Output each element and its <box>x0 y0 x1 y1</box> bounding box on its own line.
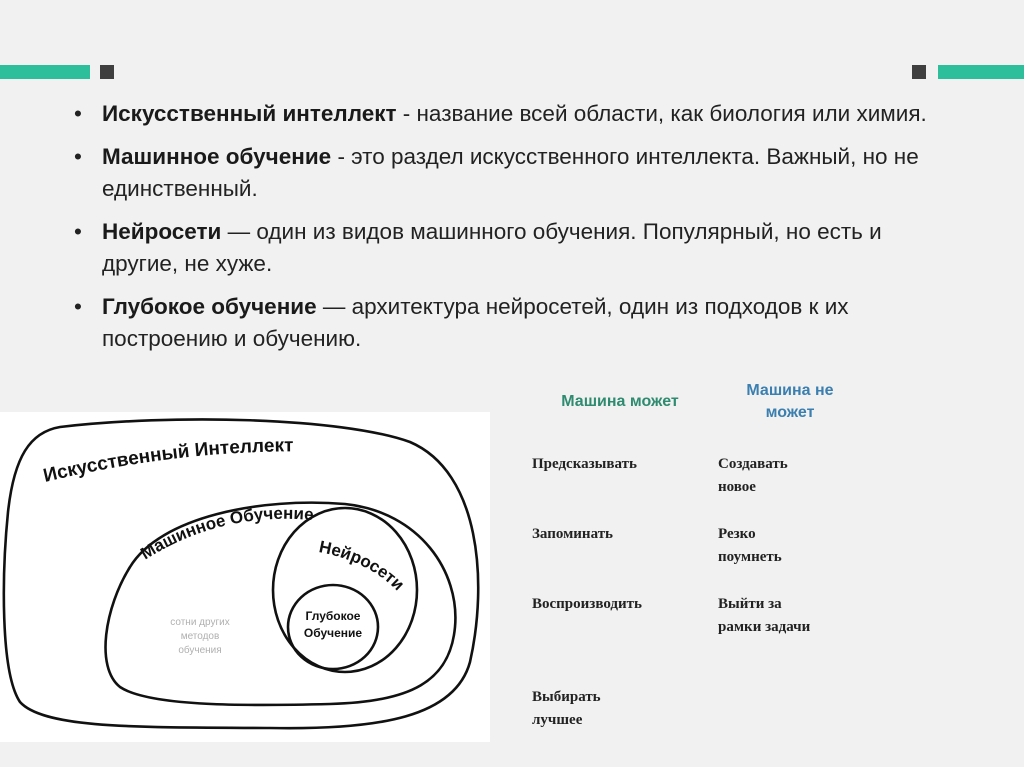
cannot-item: Создавать новое <box>718 456 788 495</box>
dl-label-line1: Глубокое <box>305 609 361 623</box>
can-item: Воспроизводить <box>532 596 642 612</box>
bullet-term: Машинное обучение <box>102 144 332 169</box>
bullet-term: Нейросети <box>102 219 222 244</box>
ml-label: Машинное Обучение <box>137 503 315 564</box>
decor-square-left <box>100 65 114 79</box>
decor-square-right <box>912 65 926 79</box>
bullet-dot: • <box>74 294 82 319</box>
bullet-text: - название всей области, как биология или химия. <box>396 101 927 126</box>
bullet-dot: • <box>74 219 82 244</box>
can-item: Запоминать <box>532 526 613 542</box>
cannot-item: Резко поумнеть <box>718 526 782 565</box>
dl-label-line2: Обучение <box>303 626 363 640</box>
accent-bar-right <box>938 65 1024 79</box>
can-item: Предсказывать <box>532 456 637 472</box>
cannot-item: Выйти за рамки задачи <box>718 596 811 635</box>
bullet-text: - это раздел искусственного интеллекта. Важный, но не единственный. <box>102 144 919 201</box>
nn-label: Нейросети <box>317 537 409 595</box>
ai-label: Искусственный Интеллект <box>41 435 294 487</box>
bullet-item <box>72 98 942 130</box>
other-methods-line3: обучения <box>178 645 222 656</box>
bullet-dot: • <box>74 144 82 169</box>
cannot-header: Машина не может <box>746 382 834 421</box>
bullet-item <box>72 141 942 205</box>
bullet-term: Глубокое обучение <box>102 294 317 319</box>
other-methods-line2: методов <box>180 631 220 642</box>
can-header: Машина может <box>561 393 679 410</box>
bullet-item <box>72 291 942 355</box>
nested-diagram <box>0 412 490 742</box>
other-methods-line1: сотни других <box>170 617 230 628</box>
bullet-dot: • <box>74 101 82 126</box>
can-item: Выбирать лучшее <box>532 689 601 728</box>
bullet-term: Искусственный интеллект <box>102 101 397 126</box>
bullet-text: — архитектура нейросетей, один из подходов к их построению и обучению. <box>102 294 849 351</box>
bullet-item <box>72 216 942 280</box>
bullet-text: — один из видов машинного обучения. Популярный, но есть и другие, не хуже. <box>102 219 882 276</box>
accent-bar-left <box>0 65 90 79</box>
bullet-list <box>72 98 942 366</box>
ml-region <box>106 503 456 705</box>
